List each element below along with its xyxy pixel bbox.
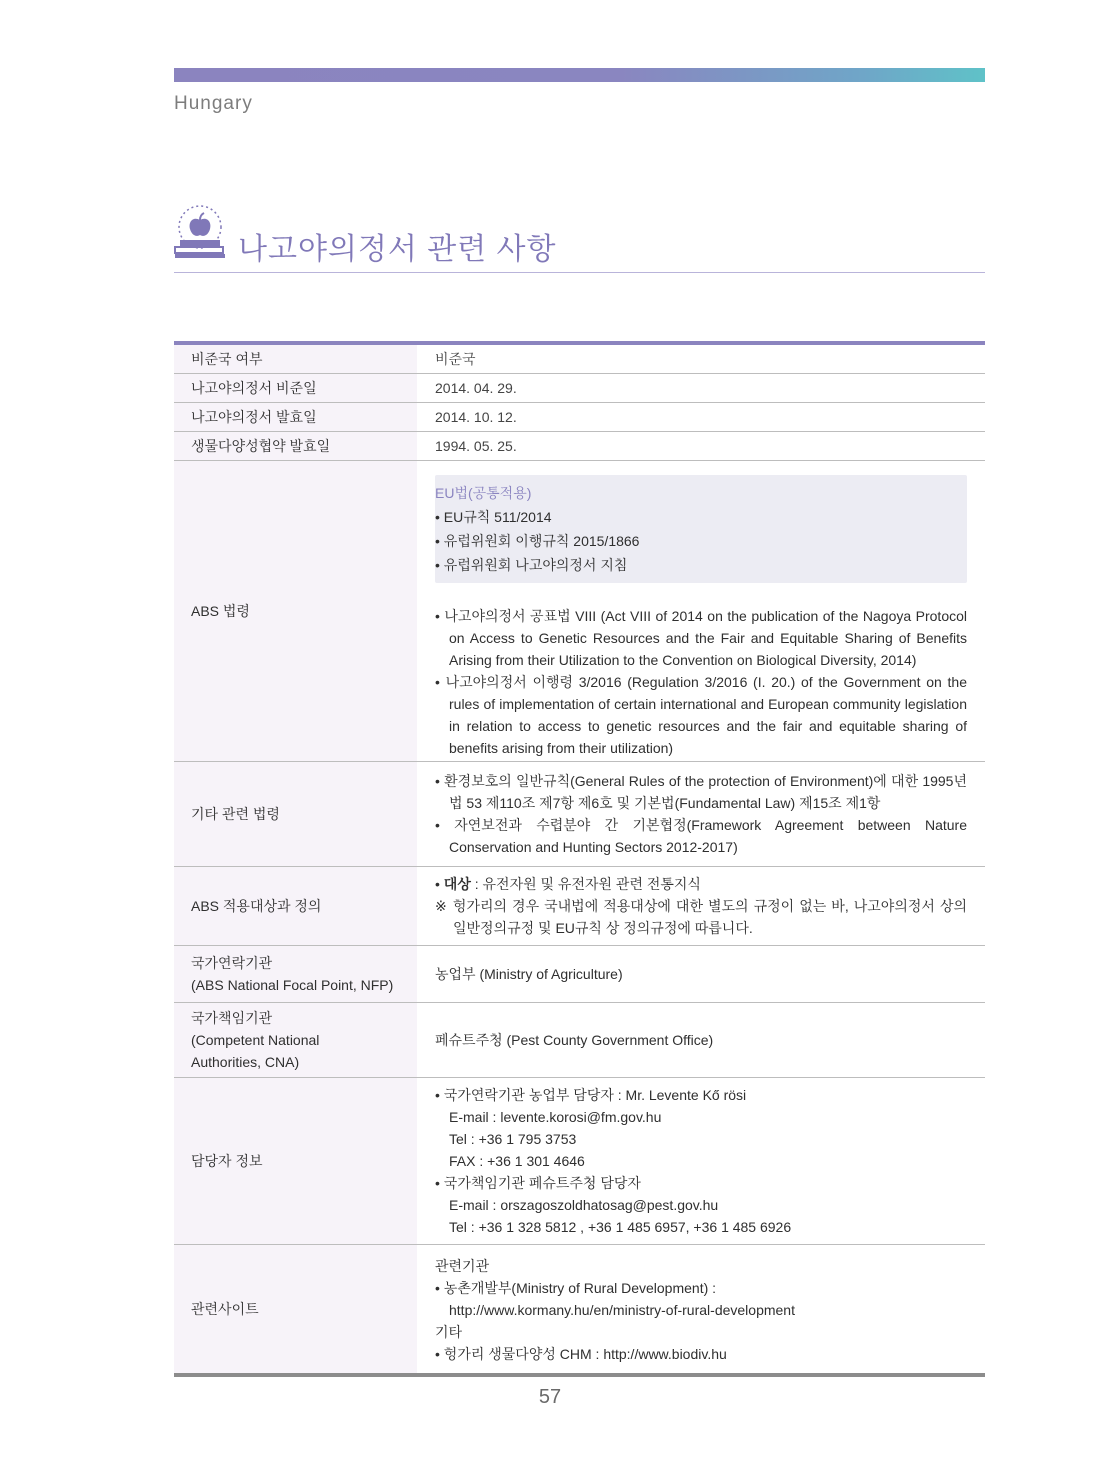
contact-line: E-mail : levente.korosi@fm.gov.hu: [449, 1109, 662, 1125]
row-label: 비준국 여부: [174, 343, 417, 374]
list-item: • EU규칙 511/2014: [435, 505, 967, 529]
table-row: [174, 1078, 985, 1245]
top-accent-bar: [174, 68, 985, 82]
contact-line: Tel : +36 1 795 3753: [449, 1131, 577, 1147]
row-value: 1994. 05. 25.: [417, 432, 985, 461]
row-value: 농업부 (Ministry of Agriculture): [417, 946, 985, 1003]
page-number: 57: [538, 1386, 562, 1408]
row-label: 담당자 정보: [174, 1078, 417, 1245]
row-label: [174, 946, 417, 1003]
label-line: 국가연락기관: [191, 955, 273, 971]
row-value: [417, 1078, 985, 1245]
list-item: • 환경보호의 일반규칙(General Rules of the protection of Environment)에 대한 1995년 법 53 제110조 제7항 제6호 및 기본법(Fundamental Law) 제15조 제1항: [435, 770, 967, 814]
row-value: [417, 1245, 985, 1376]
list-item: • 유럽위원회 이행규칙 2015/1866: [435, 529, 967, 553]
row-value: [417, 867, 985, 946]
row-label: ABS 적용대상과 정의: [174, 867, 417, 946]
list-item: • 유럽위원회 나고야의정서 지침: [435, 553, 967, 577]
label-line: Authorities, CNA): [191, 1054, 300, 1070]
row-label: 관련사이트: [174, 1245, 417, 1376]
row-value: 2014. 10. 12.: [417, 403, 985, 432]
list-item: • 농촌개발부(Ministry of Rural Development) :: [435, 1277, 967, 1299]
sites-subheading: 기타: [435, 1324, 463, 1340]
row-label: 나고야의정서 비준일: [174, 374, 417, 403]
row-label: [174, 1003, 417, 1078]
table-row: [174, 461, 985, 762]
section-heading: [174, 204, 985, 273]
table-row: [174, 1245, 985, 1376]
table-row: [174, 867, 985, 946]
table-row: [174, 762, 985, 867]
row-value: 2014. 04. 29.: [417, 374, 985, 403]
row-value: [417, 461, 985, 762]
section-title: 나고야의정서 관련 사항: [238, 233, 557, 266]
country-header: Hungary: [174, 93, 253, 114]
table-row: [174, 343, 985, 374]
contact-line: E-mail : orszagoszoldhatosag@pest.gov.hu: [449, 1197, 719, 1213]
label-line: 국가책임기관: [191, 1010, 273, 1026]
target-label: 대상: [443, 876, 471, 892]
row-value: 페슈트주청 (Pest County Government Office): [417, 1003, 985, 1078]
apple-on-books-icon: [174, 204, 228, 260]
list-item: [435, 873, 967, 895]
sites-subheading: 관련기관: [435, 1258, 490, 1274]
table-row: [174, 946, 985, 1003]
row-value: 비준국: [417, 343, 985, 374]
label-line: (Competent National: [191, 1032, 320, 1048]
row-label: 생물다양성협약 발효일: [174, 432, 417, 461]
table-row: [174, 403, 985, 432]
eu-law-title: EU법(공통적용): [435, 485, 532, 501]
contact-line: FAX : +36 1 301 4646: [449, 1153, 585, 1169]
site-url-link[interactable]: http://www.kormany.hu/en/ministry-of-rural-development: [449, 1302, 795, 1318]
row-label: 나고야의정서 발효일: [174, 403, 417, 432]
list-item[interactable]: • 헝가리 생물다양성 CHM : http://www.biodiv.hu: [435, 1343, 967, 1365]
row-label: ABS 법령: [174, 461, 417, 762]
list-item: • 자연보전과 수렵분야 간 기본협정(Framework Agreement between Nature Conservation and Hunting Sectors 2012-2017): [435, 814, 967, 858]
row-value: [417, 762, 985, 867]
eu-law-box: [435, 475, 967, 583]
label-line: (ABS National Focal Point, NFP): [191, 977, 394, 993]
note-text: ※ 헝가리의 경우 국내법에 적용대상에 대한 별도의 규정이 없는 바, 나고야의정서 상의 일반정의규정 및 EU규칙 상 정의규정에 따릅니다.: [435, 898, 967, 936]
table-row: [174, 1003, 985, 1078]
list-item: • 국가연락기관 농업부 담당자 : Mr. Levente Kő rösi: [435, 1084, 967, 1106]
list-item: • 국가책임기관 페슈트주청 담당자: [435, 1172, 967, 1194]
table-row: [174, 374, 985, 403]
table-row: [174, 432, 985, 461]
target-value: : 유전자원 및 유전자원 관련 전통지식: [474, 876, 701, 892]
list-item: • 나고야의정서 이행령 3/2016 (Regulation 3/2016 (I. 20.) of the Government on the rules of implementation of certain international and European community legislation in relation to access to genetic resources and the fair and equitable sharing of benefits arising from their utilization): [435, 671, 967, 759]
protocol-info-table: [174, 341, 985, 1377]
row-label: 기타 관련 법령: [174, 762, 417, 867]
list-item: • 나고야의정서 공표법 VIII (Act VIII of 2014 on the publication of the Nagoya Protocol on Access to Genetic Resources and the Fair and Equitable Sharing of Benefits Arising from their Utilization to the Convention on Biological Diversity, 2014): [435, 605, 967, 671]
contact-line: Tel : +36 1 328 5812 , +36 1 485 6957, +36 1 485 6926: [449, 1219, 792, 1235]
